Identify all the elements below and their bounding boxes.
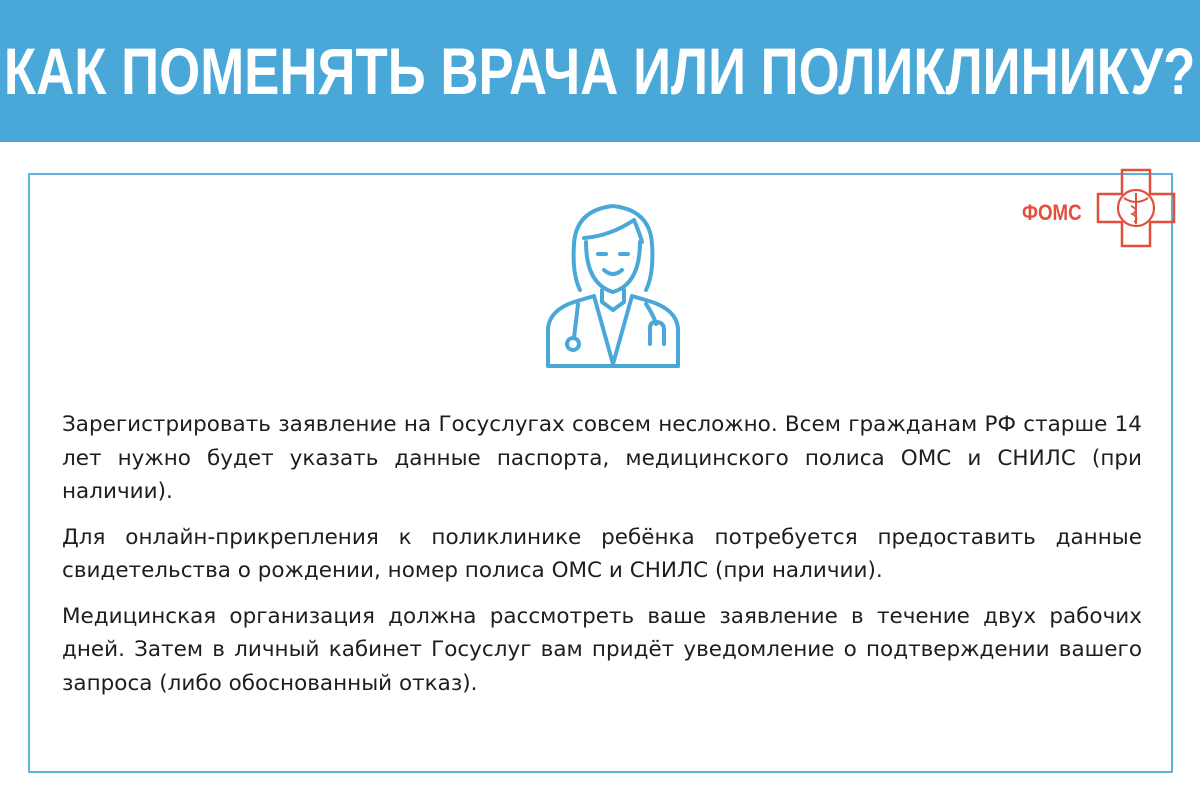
red-cross-caduceus-icon — [1094, 166, 1178, 250]
foms-logo — [1018, 166, 1178, 252]
page-title: КАК ПОМЕНЯТЬ ВРАЧА ИЛИ ПОЛИКЛИНИКУ? — [4, 34, 1196, 108]
paragraph: Медицинская организация должна рассмотреть ваше заявление в течение двух рабочих дней. Затем в личный кабинет Госуслуг вам придёт уведомление о подтверждении вашего запроса (либо обоснованный отказ). — [62, 603, 1142, 696]
paragraph: Для онлайн-прикрепления к поликлинике ребёнка потребуется предоставить данные свидетельства о рождении, номер полиса ОМС и СНИЛС (при наличии). — [62, 524, 1142, 583]
logo-text: ФОМС — [1022, 200, 1082, 225]
paragraph: Зарегистрировать заявление на Госуслугах совсем несложно. Всем гражданам РФ старше 14 лет нужно будет указать данные паспорта, медицинского полиса ОМС и СНИЛС (при наличии). — [62, 412, 1142, 504]
header-banner — [0, 0, 1200, 142]
body-text — [62, 408, 1142, 712]
female-doctor-stethoscope-icon — [538, 198, 688, 370]
